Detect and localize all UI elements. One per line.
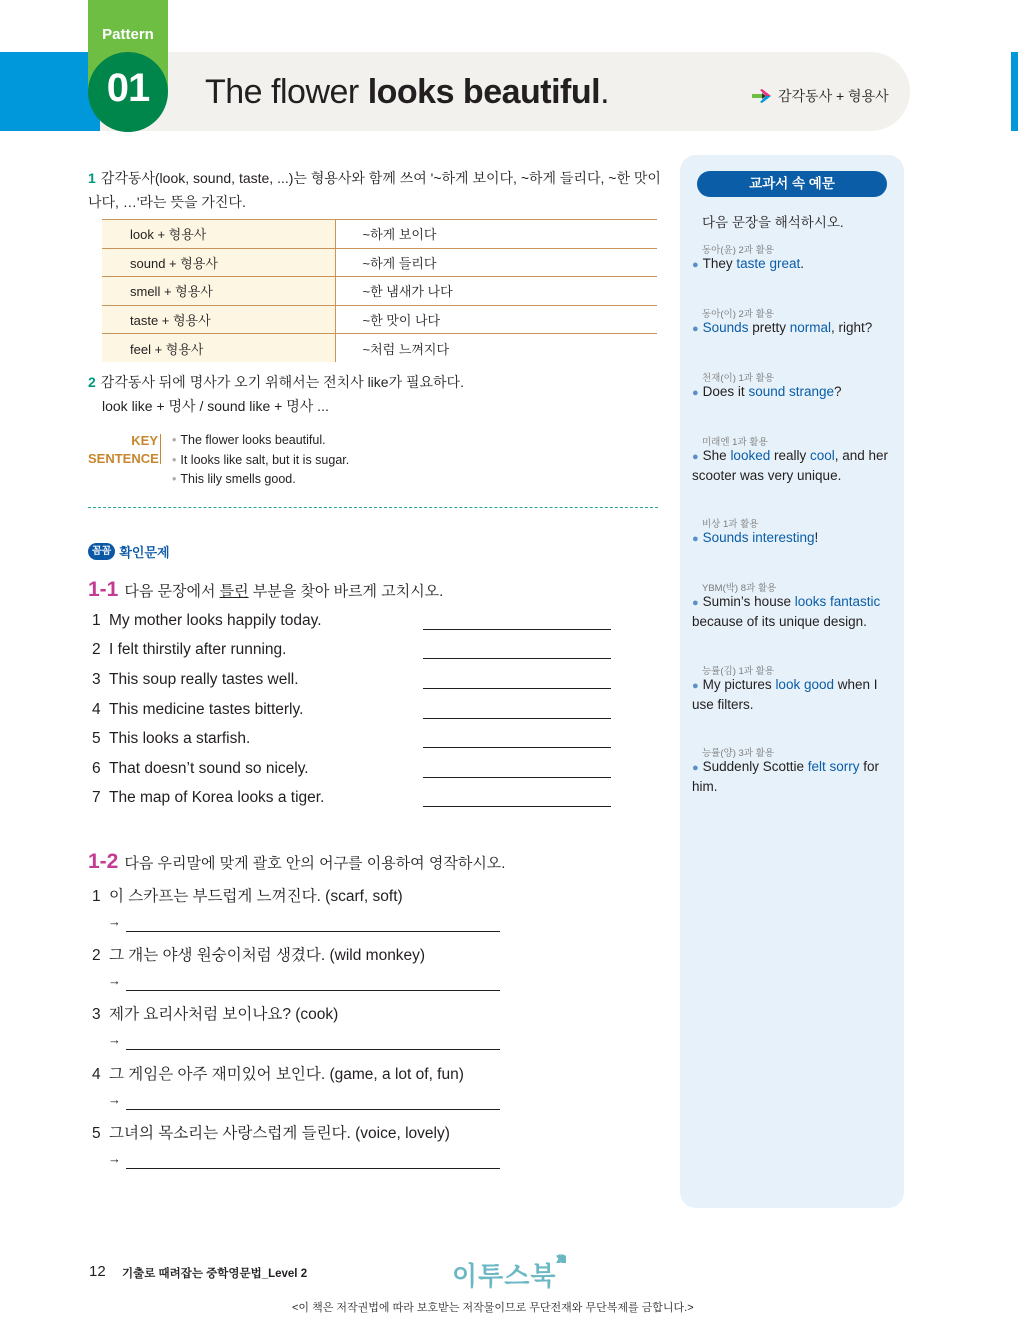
example-sentence	[692, 676, 892, 714]
bullet-icon: ●	[692, 680, 699, 692]
correction-item	[92, 789, 622, 809]
sentence-text: !	[814, 530, 819, 545]
sentence-text: Suddenly Scottie	[702, 759, 808, 774]
sentence-text: , right?	[830, 320, 873, 335]
sentence-text: , and her scooter was very unique.	[692, 448, 889, 483]
item-number: 4	[92, 1066, 101, 1083]
example-source: 미래엔 1과 활용	[702, 437, 768, 448]
highlighted-phrase: Sounds interesting	[702, 530, 815, 545]
key-sentence-list	[172, 431, 349, 490]
item-sentence: This medicine tastes bitterly.	[109, 701, 304, 718]
explanation-point-1	[88, 166, 663, 214]
question-instruction	[124, 580, 443, 601]
translation-item	[92, 943, 425, 965]
bullet-icon: ●	[692, 762, 699, 774]
topic-label: 감각동사 + 형용사	[778, 88, 889, 104]
grammar-table	[102, 219, 657, 362]
item-sentence: This soup really tastes well.	[109, 671, 299, 688]
correction-item	[92, 641, 622, 661]
answer-arrow-icon: →	[108, 1032, 121, 1047]
pattern-number: 01	[106, 66, 150, 110]
item-sentence: This looks a starfish.	[109, 730, 251, 747]
bullet-icon: ●	[692, 323, 699, 335]
sentence-text: Sumin’s house	[702, 594, 795, 609]
question-1-1-heading	[88, 578, 443, 602]
sentence-text: They	[702, 256, 737, 271]
correction-item	[92, 760, 622, 780]
title-bold: looks beautiful	[367, 73, 601, 111]
sentence-text: ?	[834, 384, 842, 399]
item-sentence: I felt thirstily after running.	[109, 641, 287, 658]
answer-line[interactable]	[126, 1168, 500, 1169]
sentence-text: for him.	[692, 759, 880, 794]
form-cell: smell + 형용사	[102, 277, 335, 306]
point-number: 1	[88, 170, 96, 186]
correction-item	[92, 730, 622, 750]
item-number: 2	[92, 641, 101, 658]
correction-item	[92, 612, 622, 632]
point-text: 감각동사(look, sound, taste, ...)는 형용사와 함께 쓰여 '~하게 보이다, ~하게 들리다, ~한 맛이 나다, …'라는 뜻을 가진다.	[88, 170, 661, 210]
answer-line[interactable]	[126, 931, 500, 932]
highlighted-phrase: taste great	[736, 256, 801, 271]
item-number: 3	[92, 1006, 101, 1023]
question-instruction: 다음 우리말에 맞게 괄호 안의 어구를 이용하여 영작하시오.	[124, 855, 506, 872]
grammar-table-row	[102, 334, 657, 363]
question-1-2-heading	[88, 850, 505, 874]
answer-arrow-icon: →	[108, 914, 121, 929]
highlighted-phrase: look good	[775, 677, 834, 692]
title-end: .	[600, 73, 610, 111]
check-problems-heading	[88, 542, 170, 561]
item-number: 6	[92, 760, 101, 777]
example-source: 동아(윤) 2과 활용	[702, 245, 774, 256]
answer-arrow-icon: →	[108, 1092, 121, 1107]
key-sentence: • This lily smells good.	[172, 470, 349, 490]
example-sentence	[692, 383, 892, 403]
item-sentence: That doesn’t sound so nicely.	[109, 760, 309, 777]
bullet-icon: ●	[692, 533, 699, 545]
logo-book-icon	[556, 1254, 566, 1263]
answer-blank[interactable]	[423, 747, 611, 748]
example-source: 비상 1과 활용	[702, 519, 759, 530]
instr-pre: 다음 문장에서	[124, 583, 220, 600]
highlighted-phrase: cool	[810, 448, 835, 463]
instr-post: 부분을 찾아 바르게 고치시오.	[248, 583, 444, 600]
item-prompt: 그녀의 목소리는 사랑스럽게 들린다. (voice, lovely)	[109, 1125, 450, 1142]
title-plain: The flower	[205, 73, 368, 111]
highlighted-phrase: looks fantastic	[794, 594, 881, 609]
answer-blank[interactable]	[423, 688, 611, 689]
item-number: 5	[92, 1125, 101, 1142]
sentence-text: when I use filters.	[692, 677, 878, 712]
sentence-text: because of its unique design.	[692, 613, 867, 629]
textbook-examples-instruction: 다음 문장을 해석하시오.	[702, 215, 844, 230]
correction-item	[92, 701, 622, 721]
item-prompt: 이 스카프는 부드럽게 느껴진다. (scarf, soft)	[109, 888, 403, 905]
sentence-text: really	[770, 448, 810, 463]
answer-blank[interactable]	[423, 777, 611, 778]
translation-item	[92, 884, 403, 906]
form-cell: look + 형용사	[102, 220, 335, 249]
bullet-icon: ●	[692, 597, 699, 609]
answer-line[interactable]	[126, 990, 500, 991]
item-number: 1	[92, 612, 101, 629]
key-sentence: • The flower looks beautiful.	[172, 431, 349, 451]
answer-line[interactable]	[126, 1049, 500, 1050]
highlighted-phrase: Sounds	[702, 320, 749, 335]
grammar-table-row	[102, 305, 657, 334]
publisher-logo: 이투스북	[452, 1261, 557, 1291]
point-text: 감각동사 뒤에 명사가 오기 위해서는 전치사 like가 필요하다.	[100, 374, 464, 390]
question-number: 1-1	[88, 578, 119, 601]
key-sentence: • It looks like salt, but it is sugar.	[172, 451, 349, 471]
meaning-cell: ~하게 보이다	[335, 220, 657, 249]
meaning-cell: ~하게 들리다	[335, 248, 657, 277]
example-sentence	[692, 529, 892, 549]
item-number: 2	[92, 947, 101, 964]
answer-blank[interactable]	[423, 629, 611, 630]
copyright-notice: <이 책은 저작권법에 따라 보호받는 저작물이므로 무단전재와 무단복제를 금합니다.>	[292, 1302, 694, 1314]
highlighted-phrase: felt sorry	[807, 759, 860, 774]
topic-tag	[752, 86, 889, 106]
textbook-examples-title: 교과서 속 예문	[697, 171, 887, 197]
section-divider	[88, 507, 658, 508]
explanation-point-2	[88, 370, 663, 418]
item-number: 3	[92, 671, 101, 688]
item-number: 7	[92, 789, 101, 806]
item-prompt: 그 게임은 아주 재미있어 보인다. (game, a lot of, fun)	[109, 1066, 464, 1083]
arrow-icon	[752, 89, 772, 103]
page-title	[205, 73, 609, 112]
key-sentence-label	[88, 432, 158, 468]
item-number: 5	[92, 730, 101, 747]
meaning-cell: ~처럼 느껴지다	[335, 334, 657, 363]
grammar-table-row	[102, 220, 657, 249]
example-sentence	[692, 593, 892, 631]
meaning-cell: ~한 맛이 나다	[335, 305, 657, 334]
check-label: 확인문제	[119, 545, 170, 560]
item-number: 4	[92, 701, 101, 718]
highlighted-phrase: looked	[730, 448, 771, 463]
answer-blank[interactable]	[423, 658, 611, 659]
answer-blank[interactable]	[423, 806, 611, 807]
example-source: 동아(이) 2과 활용	[702, 309, 774, 320]
key-divider	[160, 434, 161, 464]
page-number: 12	[89, 1263, 106, 1280]
question-number: 1-2	[88, 850, 119, 873]
answer-line[interactable]	[126, 1109, 500, 1110]
example-sentence	[692, 758, 892, 796]
translation-item	[92, 1121, 450, 1143]
point-formula: look like + 명사 / sound like + 명사 ...	[102, 398, 329, 414]
example-source: 능률(양) 3과 활용	[702, 748, 774, 759]
example-source: 능률(김) 1과 활용	[702, 666, 774, 677]
item-sentence: My mother looks happily today.	[109, 612, 322, 629]
sentence-text: .	[800, 256, 804, 271]
example-sentence	[692, 447, 892, 485]
item-prompt: 제가 요리사처럼 보이나요? (cook)	[109, 1006, 339, 1023]
bullet-icon: ●	[692, 451, 699, 463]
sentence-text: Does it	[702, 384, 749, 399]
key-label-line2: SENTENCE	[88, 451, 159, 466]
item-number: 1	[92, 888, 101, 905]
key-label-line1: KEY	[131, 433, 158, 448]
check-badge: 꼼꼼	[88, 543, 115, 560]
form-cell: taste + 형용사	[102, 305, 335, 334]
bullet-icon: ●	[692, 259, 699, 271]
translation-item	[92, 1062, 464, 1084]
bullet-icon: ●	[692, 387, 699, 399]
answer-arrow-icon: →	[108, 973, 121, 988]
highlighted-phrase: normal	[789, 320, 831, 335]
translation-item	[92, 1002, 338, 1024]
example-source: 천재(이) 1과 활용	[702, 373, 774, 384]
sentence-text: My pictures	[702, 677, 776, 692]
form-cell: sound + 형용사	[102, 248, 335, 277]
grammar-table-row	[102, 277, 657, 306]
example-sentence	[692, 255, 892, 275]
page-edge-tab	[1011, 52, 1018, 131]
answer-blank[interactable]	[423, 718, 611, 719]
answer-arrow-icon: →	[108, 1151, 121, 1166]
example-sentence	[692, 319, 892, 339]
meaning-cell: ~한 냄새가 나다	[335, 277, 657, 306]
grammar-table-row	[102, 248, 657, 277]
highlighted-phrase: sound strange	[748, 384, 834, 399]
book-title: 기출로 때려잡는 중학영문법_Level 2	[122, 1268, 308, 1280]
sentence-text: pretty	[748, 320, 790, 335]
sentence-text: She	[702, 448, 731, 463]
point-number: 2	[88, 374, 96, 390]
example-source: YBM(박) 8과 활용	[702, 583, 777, 594]
correction-item	[92, 671, 622, 691]
pattern-label: Pattern	[102, 26, 154, 43]
item-prompt: 그 개는 야생 원숭이처럼 생겼다. (wild monkey)	[109, 947, 426, 964]
instr-underlined: 틀린	[219, 583, 249, 600]
form-cell: feel + 형용사	[102, 334, 335, 363]
item-sentence: The map of Korea looks a tiger.	[109, 789, 325, 806]
